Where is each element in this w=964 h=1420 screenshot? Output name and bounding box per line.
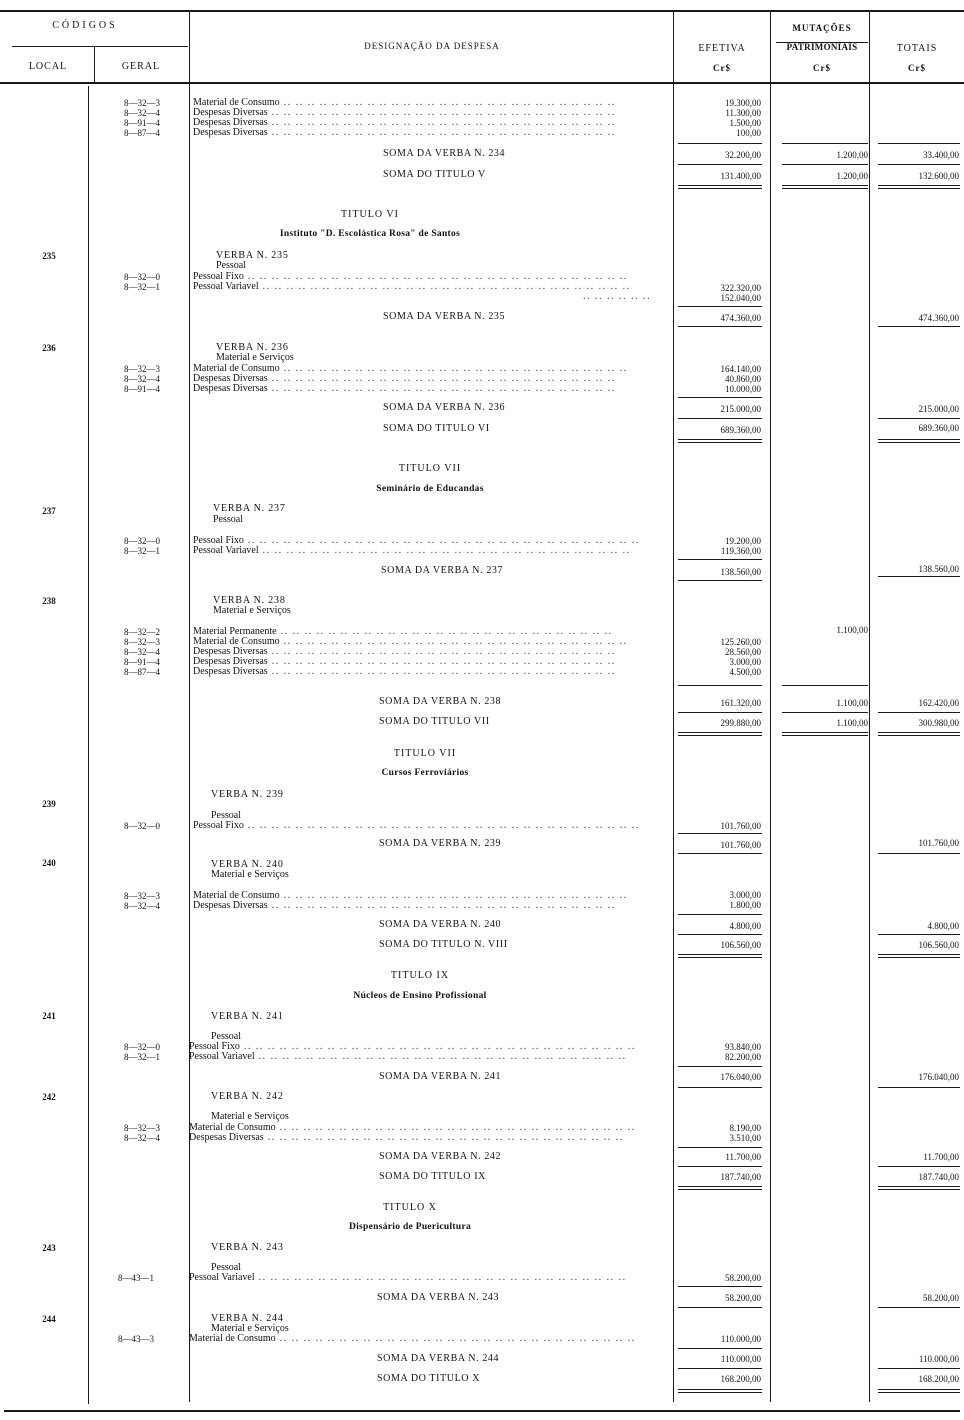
double-rule <box>678 188 762 189</box>
column-rule-efetiva <box>673 10 674 1402</box>
double-rule <box>878 439 960 440</box>
soma-verba-efetiva: 110.000,00 <box>720 1354 761 1364</box>
sum-rule <box>782 164 868 165</box>
sum-rule <box>678 1087 762 1088</box>
sum-rule <box>678 1368 762 1369</box>
soma-verba-label: SOMA DA VERBA N. 244 <box>377 1353 500 1364</box>
soma-verba-totais: 215.000,00 <box>918 404 959 414</box>
verba-group: Pessoal <box>216 260 246 271</box>
double-rule <box>878 1186 960 1187</box>
verba-group: Material e Serviços <box>211 1111 289 1122</box>
sum-rule <box>878 326 960 327</box>
soma-titulo-mutacoes: 1.200,00 <box>836 171 868 181</box>
item-efetiva: 40.860,00 <box>725 374 761 384</box>
verba-heading: VERBA N. 238 <box>213 595 286 606</box>
header-patrimoniais: PATRIMONIAIS <box>786 42 858 52</box>
soma-verba-efetiva: 58.200,00 <box>725 1293 761 1303</box>
sum-rule <box>678 1147 762 1148</box>
item-code: 8—32—1 <box>124 282 160 292</box>
item-label: Despesas Diversas .. .. .. .. .. .. .. .. .. .. .. .. .. .. .. .. .. .. .. .. .. .. .. .. .. .. .. .. .. <box>193 657 616 667</box>
verba-heading: VERBA N. 240 <box>211 859 284 870</box>
item-label: Material de Consumo .. .. .. .. .. .. .. .. .. .. .. .. .. .. .. .. .. .. .. .. .. .. .. .. .. .. .. .. .. <box>193 891 628 901</box>
item-efetiva: 58.200,00 <box>725 1273 761 1283</box>
dot-leader: .. .. .. .. .. .. <box>583 292 651 302</box>
local-code: 239 <box>42 799 56 809</box>
soma-titulo-totais: 689.360,00 <box>918 423 959 433</box>
item-code: 8—32—4 <box>124 108 160 118</box>
header-mutacoes: MUTAÇÕES <box>792 23 852 33</box>
double-rule <box>782 732 868 733</box>
double-rule <box>878 1392 960 1393</box>
item-code: 8—32—0 <box>124 536 160 546</box>
item-label: Pessoal Fixo .. .. .. .. .. .. .. .. .. .. .. .. .. .. .. .. .. .. .. .. .. .. .. .. .. .. .. .. .. .. .. .. .. <box>193 821 640 831</box>
item-efetiva: 119.360,00 <box>720 546 761 556</box>
titulo-subtitle: Seminário de Educandas <box>376 484 484 494</box>
double-rule <box>782 735 868 736</box>
local-code: 235 <box>42 251 56 261</box>
soma-verba-efetiva: 161.320,00 <box>720 698 761 708</box>
header-designacao: DESIGNAÇÃO DA DESPESA <box>364 41 500 51</box>
soma-verba-totais: 474.360,00 <box>918 313 959 323</box>
soma-verba-efetiva: 176.040,00 <box>720 1072 761 1082</box>
soma-titulo-efetiva: 187.740,00 <box>720 1172 761 1182</box>
item-code: 8—32—4 <box>124 374 160 384</box>
sum-rule <box>878 853 960 854</box>
item-label: Despesas Diversas .. .. .. .. .. .. .. .. .. .. .. .. .. .. .. .. .. .. .. .. .. .. .. .. .. .. .. .. .. <box>193 901 616 911</box>
item-efetiva: 100,00 <box>736 128 761 138</box>
double-rule <box>782 185 868 186</box>
item-code: 8—32—0 <box>124 821 160 831</box>
item-mutacoes: 1.100,00 <box>836 625 868 635</box>
soma-titulo-totais: 168.200,00 <box>918 1374 959 1384</box>
column-rule-mutacoes <box>770 10 771 1402</box>
column-rule-codes-body <box>88 86 89 1404</box>
item-label: Material de Consumo .. .. .. .. .. .. .. .. .. .. .. .. .. .. .. .. .. .. .. .. .. .. .. .. .. .. .. .. .. <box>193 637 628 647</box>
soma-verba-label: SOMA DA VERBA N. 239 <box>379 838 502 849</box>
double-rule <box>878 442 960 443</box>
item-code: 8—91—4 <box>124 118 160 128</box>
header-local: LOCAL <box>28 61 68 72</box>
soma-titulo-mutacoes: 1.100,00 <box>836 718 868 728</box>
item-label: Despesas Diversas .. .. .. .. .. .. .. .. .. .. .. .. .. .. .. .. .. .. .. .. .. .. .. .. .. .. .. .. .. <box>193 108 616 118</box>
soma-titulo-label: SOMA DO TITULO X <box>377 1373 481 1384</box>
column-rule-totais <box>869 10 870 1402</box>
double-rule <box>678 732 762 733</box>
soma-titulo-efetiva: 299.880,00 <box>720 718 761 728</box>
item-code: 8—32—3 <box>124 364 160 374</box>
soma-titulo-label: SOMA DO TITULO VI <box>383 423 490 434</box>
local-code: 243 <box>42 1243 56 1253</box>
codigos-split-rule <box>12 46 188 47</box>
item-label: Pessoal Fixo .. .. .. .. .. .. .. .. .. .. .. .. .. .. .. .. .. .. .. .. .. .. .. .. .. .. .. .. .. .. .. .. .. <box>193 536 640 546</box>
verba-heading: VERBA N. 241 <box>211 1011 284 1022</box>
item-efetiva: 1.800,00 <box>729 900 761 910</box>
double-rule <box>878 735 960 736</box>
page-bottom-rule <box>4 1410 960 1412</box>
item-efetiva: 10.000,00 <box>725 384 761 394</box>
local-code: 241 <box>42 1011 56 1021</box>
item-efetiva: 1.500,00 <box>729 118 761 128</box>
soma-titulo-totais: 187.740,00 <box>918 1172 959 1182</box>
verba-heading: VERBA N. 243 <box>211 1242 284 1253</box>
item-code: 8—32—2 <box>124 627 160 637</box>
item-code: 8—87—4 <box>124 667 160 677</box>
item-code: 8—32—4 <box>124 1133 160 1143</box>
soma-verba-label: SOMA DA VERBA N. 236 <box>383 402 506 413</box>
sum-rule <box>678 418 762 419</box>
double-rule <box>878 957 960 958</box>
item-efetiva: 11.300,00 <box>725 108 761 118</box>
sum-rule <box>678 1307 762 1308</box>
titulo-heading: TITULO X <box>383 1202 437 1213</box>
double-rule <box>678 954 762 955</box>
soma-titulo-label: SOMA DO TITULO IX <box>379 1171 486 1182</box>
soma-verba-totais: 33.400,00 <box>923 150 959 160</box>
soma-titulo-efetiva: 689.360,00 <box>720 425 761 435</box>
header-geral: GERAL <box>121 61 161 72</box>
item-efetiva: 3.000,00 <box>729 657 761 667</box>
item-label: Pessoal Variavel .. .. .. .. .. .. .. .. .. .. .. .. .. .. .. .. .. .. .. .. .. .. .. .. .. .. .. .. .. .. .. <box>193 282 631 292</box>
sum-rule <box>678 853 762 854</box>
item-label: Despesas Diversas .. .. .. .. .. .. .. .. .. .. .. .. .. .. .. .. .. .. .. .. .. .. .. .. .. .. .. .. .. <box>193 384 616 394</box>
sum-rule <box>782 143 868 144</box>
item-code: 8—32—3 <box>124 637 160 647</box>
header-patrimoniais-unit: Cr$ <box>813 63 831 73</box>
item-label: Despesas Diversas .. .. .. .. .. .. .. .. .. .. .. .. .. .. .. .. .. .. .. .. .. .. .. .. .. .. .. .. .. <box>193 647 616 657</box>
soma-verba-totais: 4.800,00 <box>927 921 959 931</box>
soma-verba-mutacoes: 1.200,00 <box>836 150 868 160</box>
sum-rule <box>678 1066 762 1067</box>
item-label: Material Permanente .. .. .. .. .. .. .. .. .. .. .. .. .. .. .. .. .. .. .. .. .. .. .. .. .. .. .. .. <box>193 627 613 637</box>
item-code: 8—32—3 <box>124 1123 160 1133</box>
soma-verba-label: SOMA DA VERBA N. 238 <box>379 696 502 707</box>
double-rule <box>678 185 762 186</box>
double-rule <box>678 957 762 958</box>
item-code: 8—43—1 <box>118 1273 154 1283</box>
soma-verba-efetiva: 474.360,00 <box>720 313 761 323</box>
double-rule <box>678 439 762 440</box>
local-code: 242 <box>42 1092 56 1102</box>
soma-verba-efetiva: 32.200,00 <box>725 150 761 160</box>
item-code: 8—32—3 <box>124 891 160 901</box>
sum-rule <box>678 1286 762 1287</box>
verba-heading: VERBA N. 237 <box>213 503 286 514</box>
soma-verba-label: SOMA DA VERBA N. 241 <box>379 1071 502 1082</box>
sum-rule <box>678 934 762 935</box>
column-rule-local <box>94 46 95 82</box>
soma-verba-efetiva: 215.000,00 <box>720 404 761 414</box>
sum-rule <box>678 580 762 581</box>
titulo-heading: TITULO IX <box>390 970 450 981</box>
item-efetiva: 3.000,00 <box>729 890 761 900</box>
verba-group: Pessoal <box>211 810 241 821</box>
soma-verba-label: SOMA DA VERBA N. 240 <box>379 919 502 930</box>
verba-group: Pessoal <box>213 514 243 525</box>
soma-titulo-efetiva: 168.200,00 <box>720 1374 761 1384</box>
item-code: 8—91—4 <box>124 657 160 667</box>
soma-verba-efetiva: 4.800,00 <box>729 921 761 931</box>
soma-titulo-label: SOMA DO TITULO N. VIII <box>379 939 508 950</box>
verba-group: Pessoal <box>211 1262 241 1273</box>
item-code: 8—32—1 <box>124 1052 160 1062</box>
header-efetiva: EFETIVA <box>698 43 746 54</box>
soma-verba-efetiva: 11.700,00 <box>725 1152 761 1162</box>
soma-verba-efetiva: 138.560,00 <box>720 567 761 577</box>
verba-heading: VERBA N. 239 <box>211 789 284 800</box>
double-rule <box>678 1389 762 1390</box>
double-rule <box>878 1389 960 1390</box>
soma-titulo-totais: 106.560,00 <box>918 940 959 950</box>
double-rule <box>678 1392 762 1393</box>
item-code: 8—32—4 <box>124 647 160 657</box>
item-efetiva: 8.190,00 <box>729 1123 761 1133</box>
item-label: Material de Consumo .. .. .. .. .. .. .. .. .. .. .. .. .. .. .. .. .. .. .. .. .. .. .. .. .. .. .. .. .. .. <box>189 1334 636 1344</box>
soma-verba-label: SOMA DA VERBA N. 234 <box>383 148 506 159</box>
sum-rule <box>678 559 762 560</box>
double-rule <box>878 732 960 733</box>
soma-titulo-label: SOMA DO TITULO VII <box>379 716 490 727</box>
sum-rule <box>878 164 960 165</box>
soma-verba-label: SOMA DA VERBA N. 235 <box>383 311 506 322</box>
sum-rule <box>678 833 762 834</box>
soma-verba-mutacoes: 1.100,00 <box>836 698 868 708</box>
double-rule <box>878 188 960 189</box>
item-label: Pessoal Variavel .. .. .. .. .. .. .. .. .. .. .. .. .. .. .. .. .. .. .. .. .. .. .. .. .. .. .. .. .. .. .. <box>189 1273 627 1283</box>
sum-rule <box>878 1166 960 1167</box>
verba-group: Material e Serviços <box>213 605 291 616</box>
column-rule-geral <box>189 10 190 1402</box>
double-rule <box>878 954 960 955</box>
verba-group: Pessoal <box>211 1031 241 1042</box>
item-efetiva: 4.500,00 <box>729 667 761 677</box>
soma-verba-totais: 138.560,00 <box>918 564 959 574</box>
double-rule <box>782 188 868 189</box>
sum-rule <box>878 934 960 935</box>
item-efetiva: 125.260,00 <box>720 637 761 647</box>
soma-verba-label: SOMA DA VERBA N. 242 <box>379 1151 502 1162</box>
item-efetiva: 28.560,00 <box>725 647 761 657</box>
item-efetiva: 164.140,00 <box>720 364 761 374</box>
item-code: 8—32—1 <box>124 546 160 556</box>
item-label: Despesas Diversas .. .. .. .. .. .. .. .. .. .. .. .. .. .. .. .. .. .. .. .. .. .. .. .. .. .. .. .. .. <box>193 118 616 128</box>
soma-titulo-totais: 300.980,00 <box>918 718 959 728</box>
header-efetiva-unit: Cr$ <box>713 63 731 73</box>
titulo-subtitle: Dispensário de Puericultura <box>348 1222 472 1232</box>
sum-rule <box>878 143 960 144</box>
verba-heading: VERBA N. 235 <box>216 250 289 261</box>
item-code: 8—91—4 <box>124 384 160 394</box>
item-efetiva: 93.840,00 <box>725 1042 761 1052</box>
item-efetiva: 3.510,00 <box>729 1133 761 1143</box>
item-efetiva: 19.300,00 <box>725 98 761 108</box>
soma-verba-label: SOMA DA VERBA N. 243 <box>377 1292 500 1303</box>
item-label: Despesas Diversas .. .. .. .. .. .. .. .. .. .. .. .. .. .. .. .. .. .. .. .. .. .. .. .. .. .. .. .. .. .. <box>189 1133 624 1143</box>
sum-rule <box>878 1307 960 1308</box>
sum-rule <box>782 712 868 713</box>
item-label: Despesas Diversas .. .. .. .. .. .. .. .. .. .. .. .. .. .. .. .. .. .. .. .. .. .. .. .. .. .. .. .. .. <box>193 374 616 384</box>
item-efetiva: 110.000,00 <box>720 1334 761 1344</box>
item-code: 8—32—4 <box>124 901 160 911</box>
double-rule <box>678 735 762 736</box>
double-rule <box>678 442 762 443</box>
double-rule <box>878 185 960 186</box>
soma-verba-label: SOMA DA VERBA N. 237 <box>381 565 504 576</box>
double-rule <box>878 1189 960 1190</box>
sum-rule <box>878 418 960 419</box>
item-efetiva: 322.320,00 <box>720 283 761 293</box>
header-totais: TOTAIS <box>896 43 938 54</box>
item-efetiva: 152.040,00 <box>720 293 761 303</box>
sum-rule <box>678 397 762 398</box>
soma-verba-totais: 176.040,00 <box>918 1072 959 1082</box>
sum-rule <box>878 1087 960 1088</box>
soma-titulo-totais: 132.600,00 <box>918 171 959 181</box>
header-codigos: CÓDIGOS <box>52 20 118 31</box>
item-label: Material de Consumo .. .. .. .. .. .. .. .. .. .. .. .. .. .. .. .. .. .. .. .. .. .. .. .. .. .. .. .. .. <box>193 364 628 374</box>
item-label: Material de Consumo .. .. .. .. .. .. .. .. .. .. .. .. .. .. .. .. .. .. .. .. .. .. .. .. .. .. .. .. .. .. <box>189 1123 636 1133</box>
item-label: Despesas Diversas .. .. .. .. .. .. .. .. .. .. .. .. .. .. .. .. .. .. .. .. .. .. .. .. .. .. .. .. .. <box>193 128 616 138</box>
verba-heading: VERBA N. 244 <box>211 1313 284 1324</box>
verba-heading: VERBA N. 242 <box>211 1091 284 1102</box>
local-code: 244 <box>42 1314 56 1324</box>
header-bottom-rule <box>0 82 964 84</box>
soma-titulo-efetiva: 106.560,00 <box>720 940 761 950</box>
double-rule <box>678 1186 762 1187</box>
sum-rule <box>678 914 762 915</box>
sum-rule <box>678 685 762 686</box>
soma-titulo-efetiva: 131.400,00 <box>720 171 761 181</box>
verba-group: Material e Serviços <box>211 869 289 880</box>
titulo-subtitle: Instituto "D. Escolástica Rosa" de Santos <box>279 229 461 239</box>
sum-rule <box>678 164 762 165</box>
soma-verba-totais: 58.200,00 <box>923 1293 959 1303</box>
verba-group: Material e Serviços <box>216 352 294 363</box>
local-code: 237 <box>42 506 56 516</box>
item-label: Pessoal Fixo .. .. .. .. .. .. .. .. .. .. .. .. .. .. .. .. .. .. .. .. .. .. .. .. .. .. .. .. .. .. .. .. .. <box>189 1042 636 1052</box>
verba-group: Material e Serviços <box>211 1323 289 1334</box>
soma-verba-totais: 162.420,00 <box>918 698 959 708</box>
soma-verba-totais: 11.700,00 <box>923 1152 959 1162</box>
item-code: 8—32—0 <box>124 272 160 282</box>
soma-titulo-label: SOMA DO TITULO V <box>383 169 486 180</box>
item-efetiva: 101.760,00 <box>720 821 761 831</box>
item-efetiva: 82.200,00 <box>725 1052 761 1062</box>
soma-verba-totais: 110.000,00 <box>918 1354 959 1364</box>
verba-heading: VERBA N. 236 <box>216 342 289 353</box>
double-rule <box>678 1189 762 1190</box>
sum-rule <box>678 143 762 144</box>
item-code: 8—32—3 <box>124 98 160 108</box>
local-code: 238 <box>42 596 56 606</box>
item-label: Pessoal Variavel .. .. .. .. .. .. .. .. .. .. .. .. .. .. .. .. .. .. .. .. .. .. .. .. .. .. .. .. .. .. .. <box>193 546 631 556</box>
sum-rule <box>782 685 868 686</box>
sum-rule <box>878 1368 960 1369</box>
header-totais-unit: Cr$ <box>908 63 926 73</box>
header-top-rule <box>0 10 964 12</box>
titulo-heading: TITULO VI <box>341 209 399 220</box>
titulo-heading: TITULO VII <box>393 748 457 759</box>
sum-rule <box>678 712 762 713</box>
sum-rule <box>678 326 762 327</box>
sum-rule <box>678 306 762 307</box>
item-label: Pessoal Variavel .. .. .. .. .. .. .. .. .. .. .. .. .. .. .. .. .. .. .. .. .. .. .. .. .. .. .. .. .. .. .. <box>189 1052 627 1062</box>
sum-rule <box>878 712 960 713</box>
soma-verba-totais: 101.760,00 <box>918 838 959 848</box>
titulo-subtitle: Cursos Ferroviários <box>381 768 469 778</box>
sum-rule <box>678 1348 762 1349</box>
local-code: 240 <box>42 858 56 868</box>
item-code: 8—32—0 <box>124 1042 160 1052</box>
item-label: Material de Consumo .. .. .. .. .. .. .. .. .. .. .. .. .. .. .. .. .. .. .. .. .. .. .. .. .. .. .. .. <box>193 98 616 108</box>
item-code: 8—43—3 <box>118 1334 154 1344</box>
titulo-subtitle: Núcleos de Ensino Profissional <box>353 991 487 1001</box>
item-label: Pessoal Fixo .. .. .. .. .. .. .. .. .. .. .. .. .. .. .. .. .. .. .. .. .. .. .. .. .. .. .. .. .. .. .. .. <box>193 272 628 282</box>
item-efetiva: 19.200,00 <box>725 536 761 546</box>
local-code: 236 <box>42 343 56 353</box>
item-code: 8—87—4 <box>124 128 160 138</box>
soma-verba-efetiva: 101.760,00 <box>720 840 761 850</box>
sum-rule <box>678 1166 762 1167</box>
item-label: Despesas Diversas .. .. .. .. .. .. .. .. .. .. .. .. .. .. .. .. .. .. .. .. .. .. .. .. .. .. .. .. .. <box>193 667 616 677</box>
sum-rule <box>878 576 960 577</box>
titulo-heading: TITULO VII <box>398 463 462 474</box>
